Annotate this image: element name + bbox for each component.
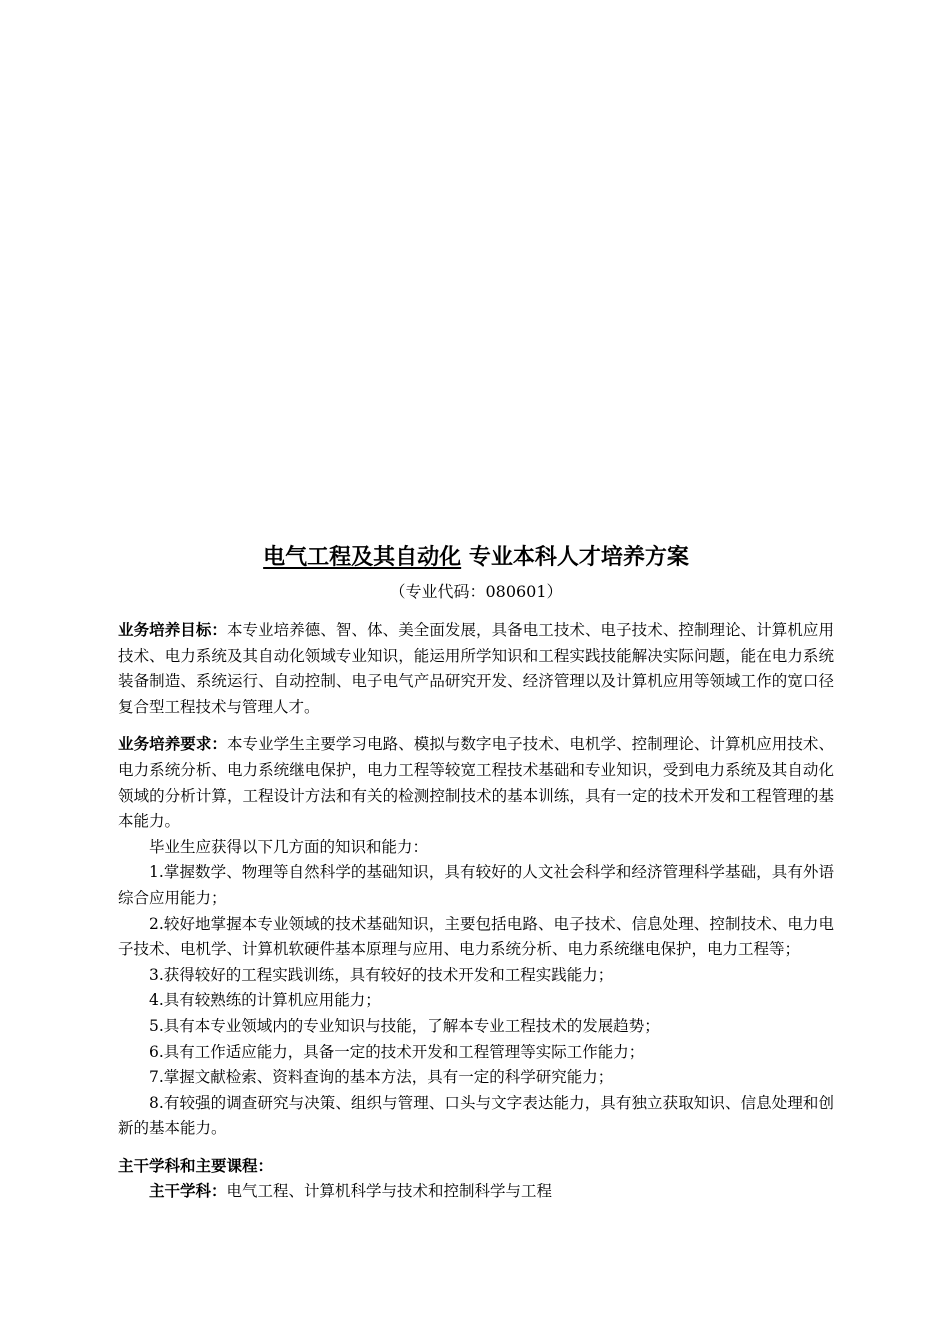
courses-heading: 主干学科和主要课程： [118,1156,274,1175]
requirements-text: 本专业学生主要学习电路、模拟与数字电子技术、电机学、控制理论、计算机应用技术、电力系统分析、电力系统继电保护，电力工程等较宽工程技术基础和专业知识，受到电力系统及其自动化领域的分析计算，工程设计方法和有关的检测控制技术的基本训练，具有一定的技术开发和工程管理的基本能力。 [118,735,834,831]
title-rest: 专业本科人才培养方案 [468,545,689,570]
requirement-item: 2.较好地掌握本专业领域的技术基础知识，主要包括电路、电子技术、信息处理、控制技术、电力电子技术、电机学、计算机软硬件基本原理与应用、电力系统分析、电力系统继电保护，电力工程等； [118,914,834,959]
objective-paragraph [118,618,834,720]
requirements-intro: 毕业生应获得以下几方面的知识和能力： [149,837,429,856]
objective-text: 本专业培养德、智、体、美全面发展，具备电工技术、电子技术、控制理论、计算机应用技术、电力系统及其自动化领域专业知识，能运用所学知识和工程实践技能解决实际问题，能在电力系统装备制造、系统运行、自动控制、电子电气产品研究开发、经济管理以及计算机应用等领域工作的宽口径复合型工程技术与管理人才。 [118,621,834,716]
requirement-item: 4.具有较熟练的计算机应用能力； [149,991,381,1010]
page-title [118,540,834,576]
major-code: （专业代码：080601） [389,582,563,601]
requirements-label: 业务培养要求： [118,735,227,754]
requirement-item: 8.有较强的调查研究与决策、组织与管理、口头与文字表达能力，具有独立获取知识、信息处理和创新的基本能力。 [118,1093,834,1138]
objective-label: 业务培养目标： [118,621,227,639]
requirement-item: 3.获得较好的工程实践训练，具有较好的技术开发和工程实践能力； [149,965,614,984]
discipline-label: 主干学科： [149,1182,227,1201]
requirement-item: 6.具有工作适应能力，具备一定的技术开发和工程管理等实际工作能力； [149,1042,645,1061]
requirement-item: 1.掌握数学、物理等自然科学的基础知识，具有较好的人文社会科学和经济管理科学基础，具有外语综合应用能力； [118,863,834,907]
requirement-item: 7.掌握文献检索、资料查询的基本方法，具有一定的科学研究能力； [149,1068,614,1087]
requirements-paragraph [118,732,834,834]
major-name: 电气工程及其自动化 [263,545,462,570]
discipline-paragraph [118,1179,834,1205]
requirement-item: 5.具有本专业领域内的专业知识与技能，了解本专业工程技术的发展趋势； [149,1016,660,1035]
document-body [118,540,834,1205]
discipline-text: 电气工程、计算机科学与技术和控制科学与工程 [226,1182,553,1201]
